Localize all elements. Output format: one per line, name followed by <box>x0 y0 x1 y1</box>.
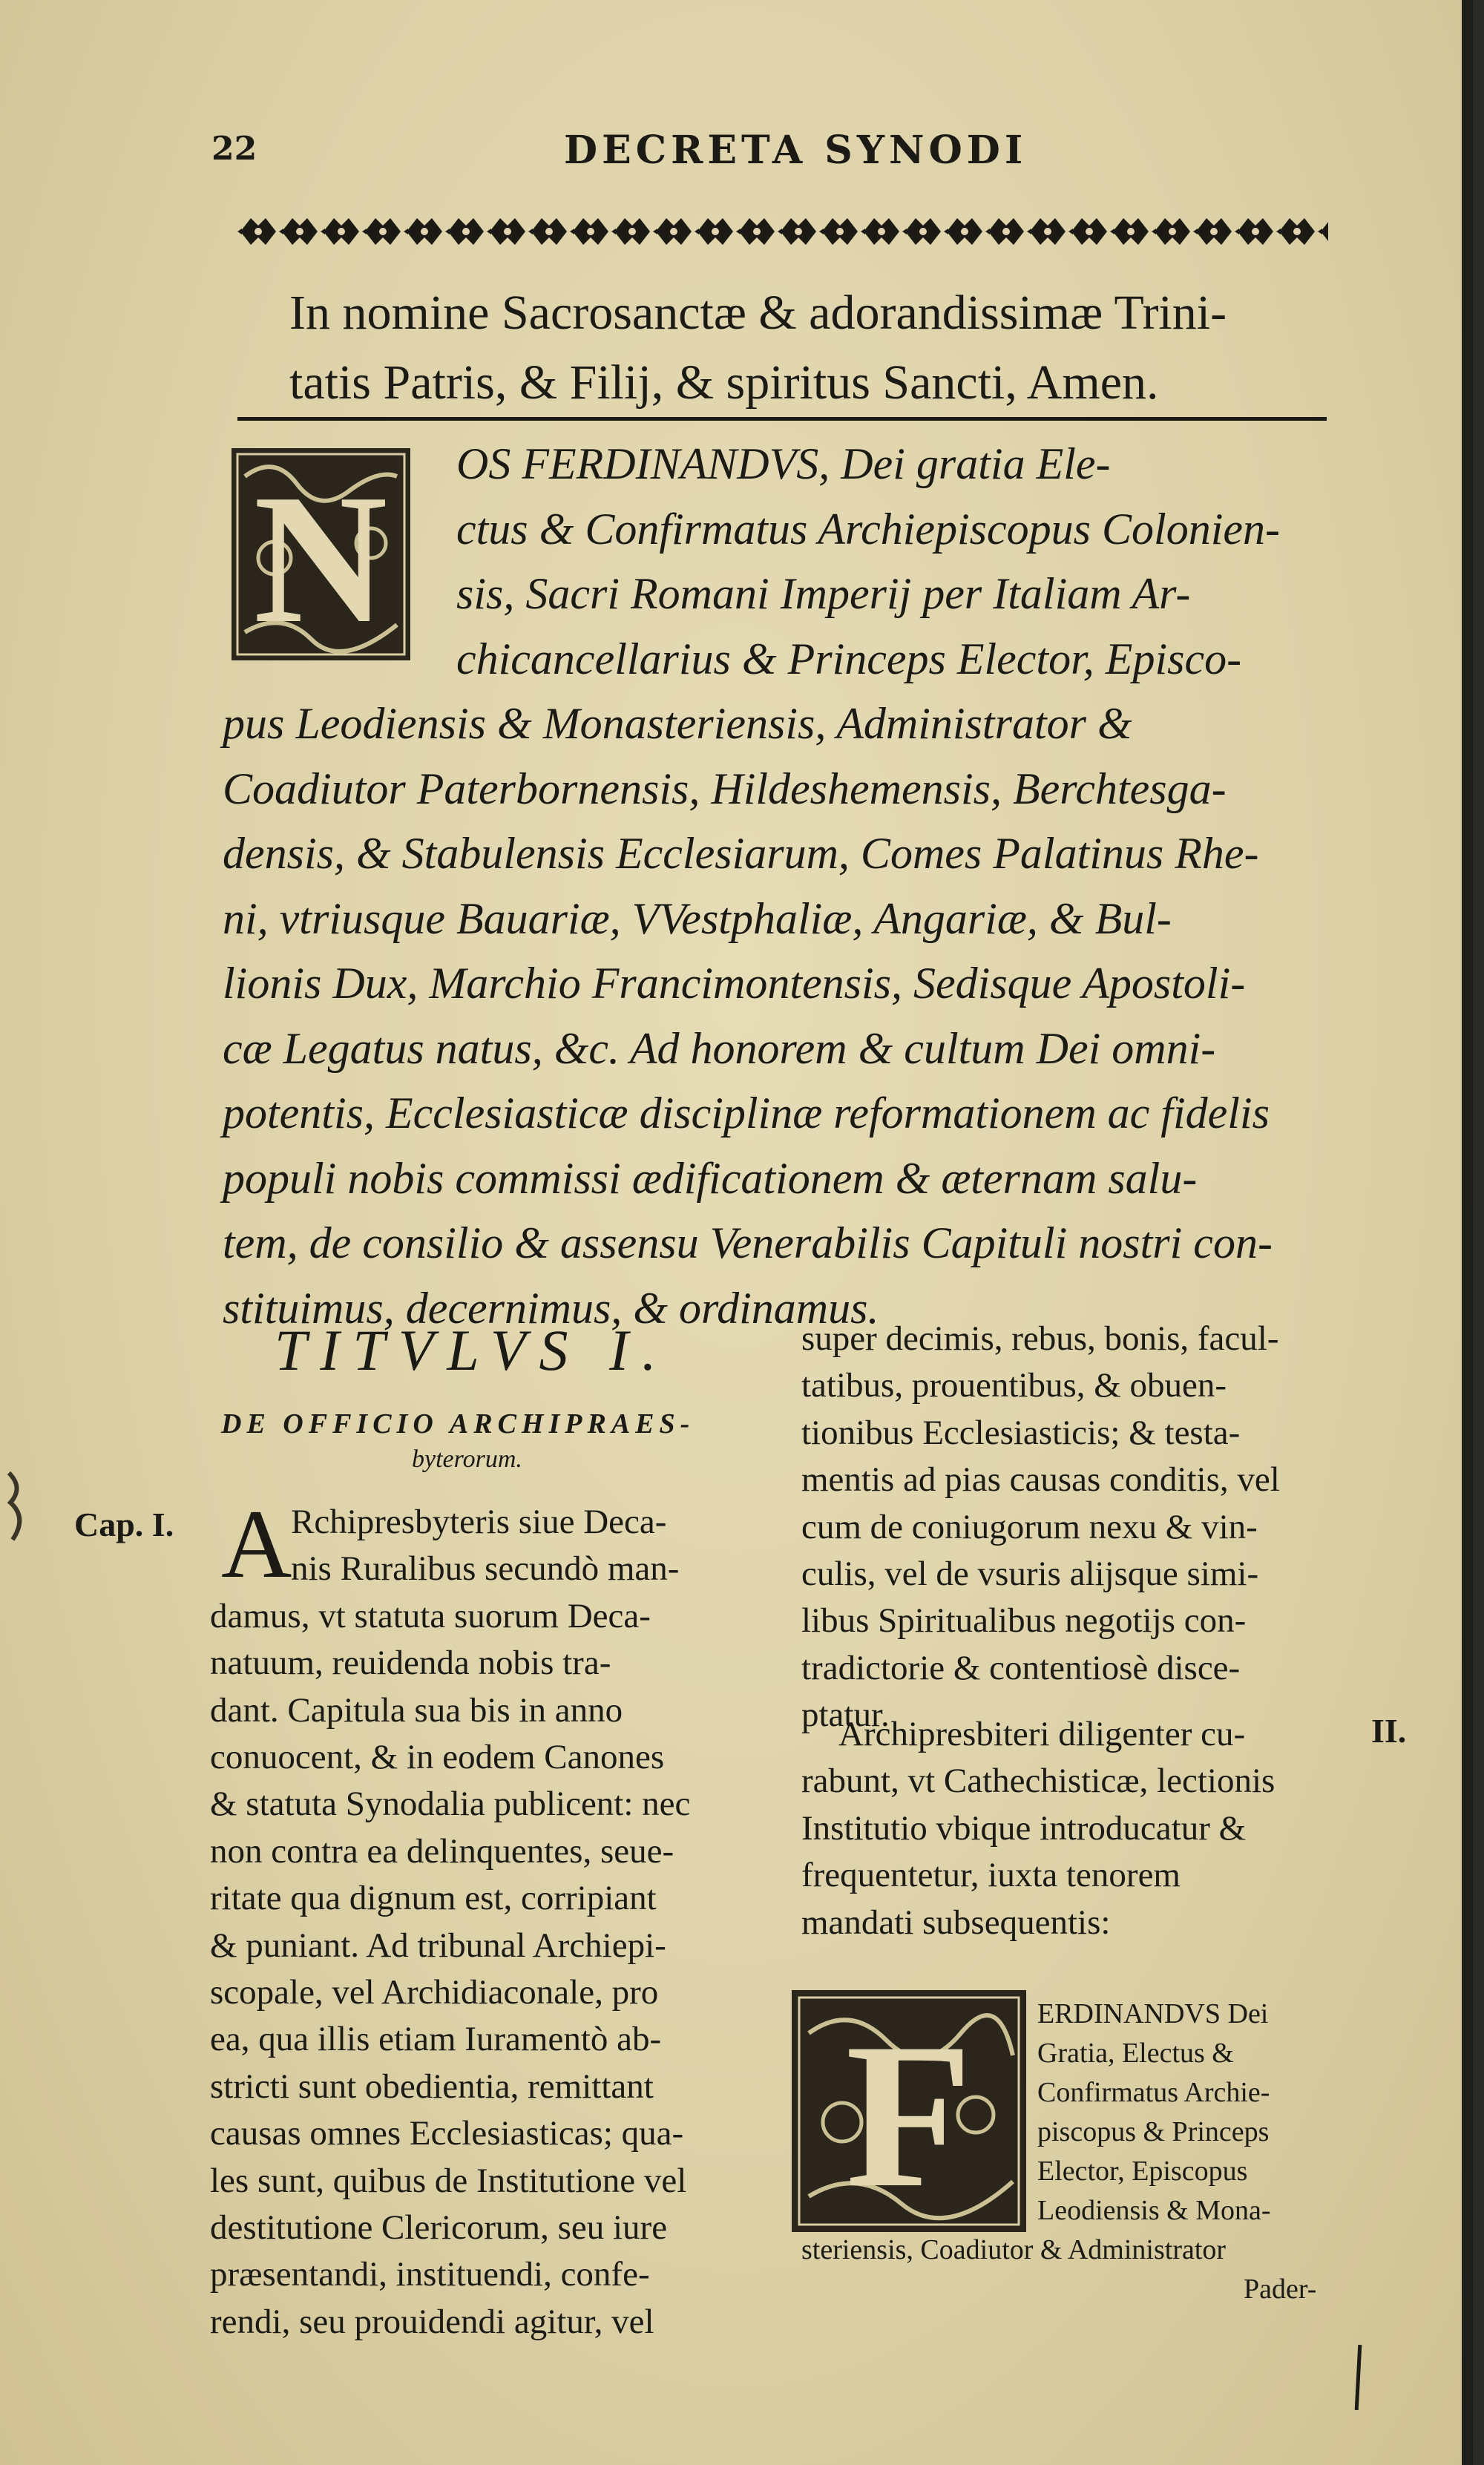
text-line: les sunt, quibus de Institutione vel <box>210 2161 687 2200</box>
drop-cap-letter: F <box>845 2000 973 2231</box>
decree-line: Coadiutor Paterbornensis, Hildeshemensis, Berchtesga- <box>223 764 1227 813</box>
text-line: ptatur. <box>801 1696 890 1735</box>
section-subtitle: DE OFFICIO ARCHIPRAES- <box>221 1408 695 1440</box>
edict-text-full-width <box>801 2231 1226 2270</box>
decree-paragraph <box>223 432 1336 1341</box>
decorated-initial-f <box>790 1989 1028 2233</box>
text-line: Confirmatus Archie- <box>1037 2077 1270 2108</box>
text-line: Leodiensis & Mona- <box>1037 2195 1271 2226</box>
text-line: super decimis, rebus, bonis, facul- <box>801 1319 1279 1358</box>
decree-line: OS FERDINANDVS, Dei gratia Ele- <box>456 439 1111 488</box>
left-column-body <box>210 1593 690 2346</box>
text-line: tionibus Ecclesiasticis; & testa- <box>801 1413 1241 1452</box>
decree-line: ctus & Confirmatus Archiepiscopus Colonien- <box>456 504 1280 554</box>
section-subtitle-continued: byterorum. <box>412 1445 522 1473</box>
decree-line: populi nobis commissi ædificationem & æternam salu- <box>223 1153 1198 1203</box>
decree-line: lionis Dux, Marchio Francimontensis, Sedisque Apostoli- <box>223 959 1246 1008</box>
text-line: Rchipresbyteris siue Deca- <box>291 1503 667 1541</box>
text-line: rendi, seu prouidendi agitur, vel <box>210 2302 654 2341</box>
decree-line: cæ Legatus natus, &c. Ad honorem & cultum Dei omni- <box>223 1023 1216 1073</box>
text-line: ea, qua illis etiam Iuramentò ab- <box>210 2020 662 2059</box>
text-line: stricti sunt obedientia, remittant <box>210 2067 654 2106</box>
initial-letter-a: A <box>221 1489 292 1598</box>
text-line: natuum, reuidenda nobis tra- <box>210 1644 611 1683</box>
text-line: Gratia, Electus & <box>1037 2038 1234 2069</box>
page-number: 22 <box>211 130 257 168</box>
margin-stain-mark <box>1 1465 39 1547</box>
pen-stroke-mark <box>1355 2345 1362 2410</box>
decree-line: chicancellarius & Princeps Elector, Episco- <box>456 634 1242 683</box>
text-line: tradictorie & contentiosè disce- <box>801 1648 1241 1687</box>
text-line: nis Ruralibus secundò man- <box>291 1549 680 1589</box>
catchword: Pader- <box>1244 2274 1317 2305</box>
text-line: ERDINANDVS Dei <box>1037 1998 1269 2029</box>
text-line: destitutione Clericorum, seu iure <box>210 2208 668 2248</box>
text-line: non contra ea delinquentes, seue- <box>210 1831 674 1871</box>
text-line: & statuta Synodalia publicent: nec <box>210 1785 691 1824</box>
right-column-body <box>801 1316 1280 1739</box>
margin-note-chapter: Cap. I. <box>74 1506 174 1543</box>
text-line: causas omnes Ecclesiasticas; qua- <box>210 2114 684 2153</box>
drop-cap-letter: N <box>253 456 388 662</box>
text-line: Elector, Episcopus <box>1037 2156 1248 2187</box>
text-line: Archipresbiteri diligenter cu- <box>838 1715 1246 1753</box>
text-line: scopale, vel Archidiaconale, pro <box>210 1973 659 2012</box>
text-line: & puniant. Ad tribunal Archiepi- <box>210 1926 666 1965</box>
text-line: libus Spiritualibus negotijs con- <box>801 1601 1247 1641</box>
decree-line: ni, vtriusque Bauariæ, VVestphaliæ, Angariæ, & Bul- <box>223 893 1172 943</box>
decree-line: potentis, Ecclesiasticæ disciplinæ reformationem ac fidelis <box>223 1089 1270 1138</box>
text-line: cum de coniugorum nexu & vin- <box>801 1507 1258 1546</box>
margin-note-paragraph-two: II. <box>1371 1712 1407 1750</box>
text-line: culis, vel de vsuris alijsque simi- <box>801 1555 1259 1594</box>
text-line: dant. Capitula sua bis in anno <box>210 1690 623 1730</box>
text-line: conuocent, & in eodem Canones <box>210 1738 665 1777</box>
invocation-heading <box>289 278 1298 418</box>
invocation-line: tatis Patris, & Filij, & spiritus Sancti, Amen. <box>289 355 1159 410</box>
text-line: tatibus, prouentibus, & obuen- <box>801 1366 1227 1405</box>
text-line: frequentetur, iuxta tenorem <box>801 1856 1181 1895</box>
edict-text-beside-initial <box>1037 1995 1271 2231</box>
text-line: steriensis, Coadiutor & Administrator <box>801 2234 1227 2265</box>
horizontal-rule <box>237 417 1327 421</box>
decorative-border-ornament <box>237 209 1328 254</box>
text-line: præsentandi, instituendi, confe- <box>210 2255 650 2294</box>
edict-catchword <box>1244 2270 1316 2309</box>
text-line: mentis ad pias causas conditis, vel <box>801 1460 1280 1500</box>
running-head: DECRETA SYNODI <box>564 128 1028 173</box>
decree-line: stituimus, decernimus, & ordinamus. <box>223 1283 879 1333</box>
section-title: TITVLVS I. <box>275 1318 670 1382</box>
invocation-line: In nomine Sacrosanctæ & adorandissimæ Trini- <box>289 286 1227 340</box>
text-line: Institutio vbique introducatur & <box>801 1808 1247 1848</box>
decree-line: sis, Sacri Romani Imperij per Italiam Ar- <box>456 569 1191 618</box>
text-line: damus, vt statuta suorum Deca- <box>210 1596 651 1635</box>
text-line: ritate qua dignum est, corripiant <box>210 1879 657 1918</box>
decree-line: tem, de consilio & assensu Venerabilis Capituli nostri con- <box>223 1218 1273 1267</box>
text-line: piscopus & Princeps <box>1037 2116 1270 2147</box>
decree-line: densis, & Stabulensis Ecclesiarum, Comes Palatinus Rhe- <box>223 829 1259 878</box>
text-line: rabunt, vt Cathechisticæ, lectionis <box>801 1762 1275 1801</box>
decree-line: pus Leodiensis & Monasteriensis, Administrator & <box>223 699 1132 748</box>
page-edge-shadow <box>1462 0 1473 2465</box>
text-line: mandati subsequentis: <box>801 1903 1111 1942</box>
right-column-second-paragraph-body <box>801 1758 1275 1946</box>
right-column-second-paragraph <box>838 1711 1245 1758</box>
left-column-top <box>291 1499 679 1593</box>
